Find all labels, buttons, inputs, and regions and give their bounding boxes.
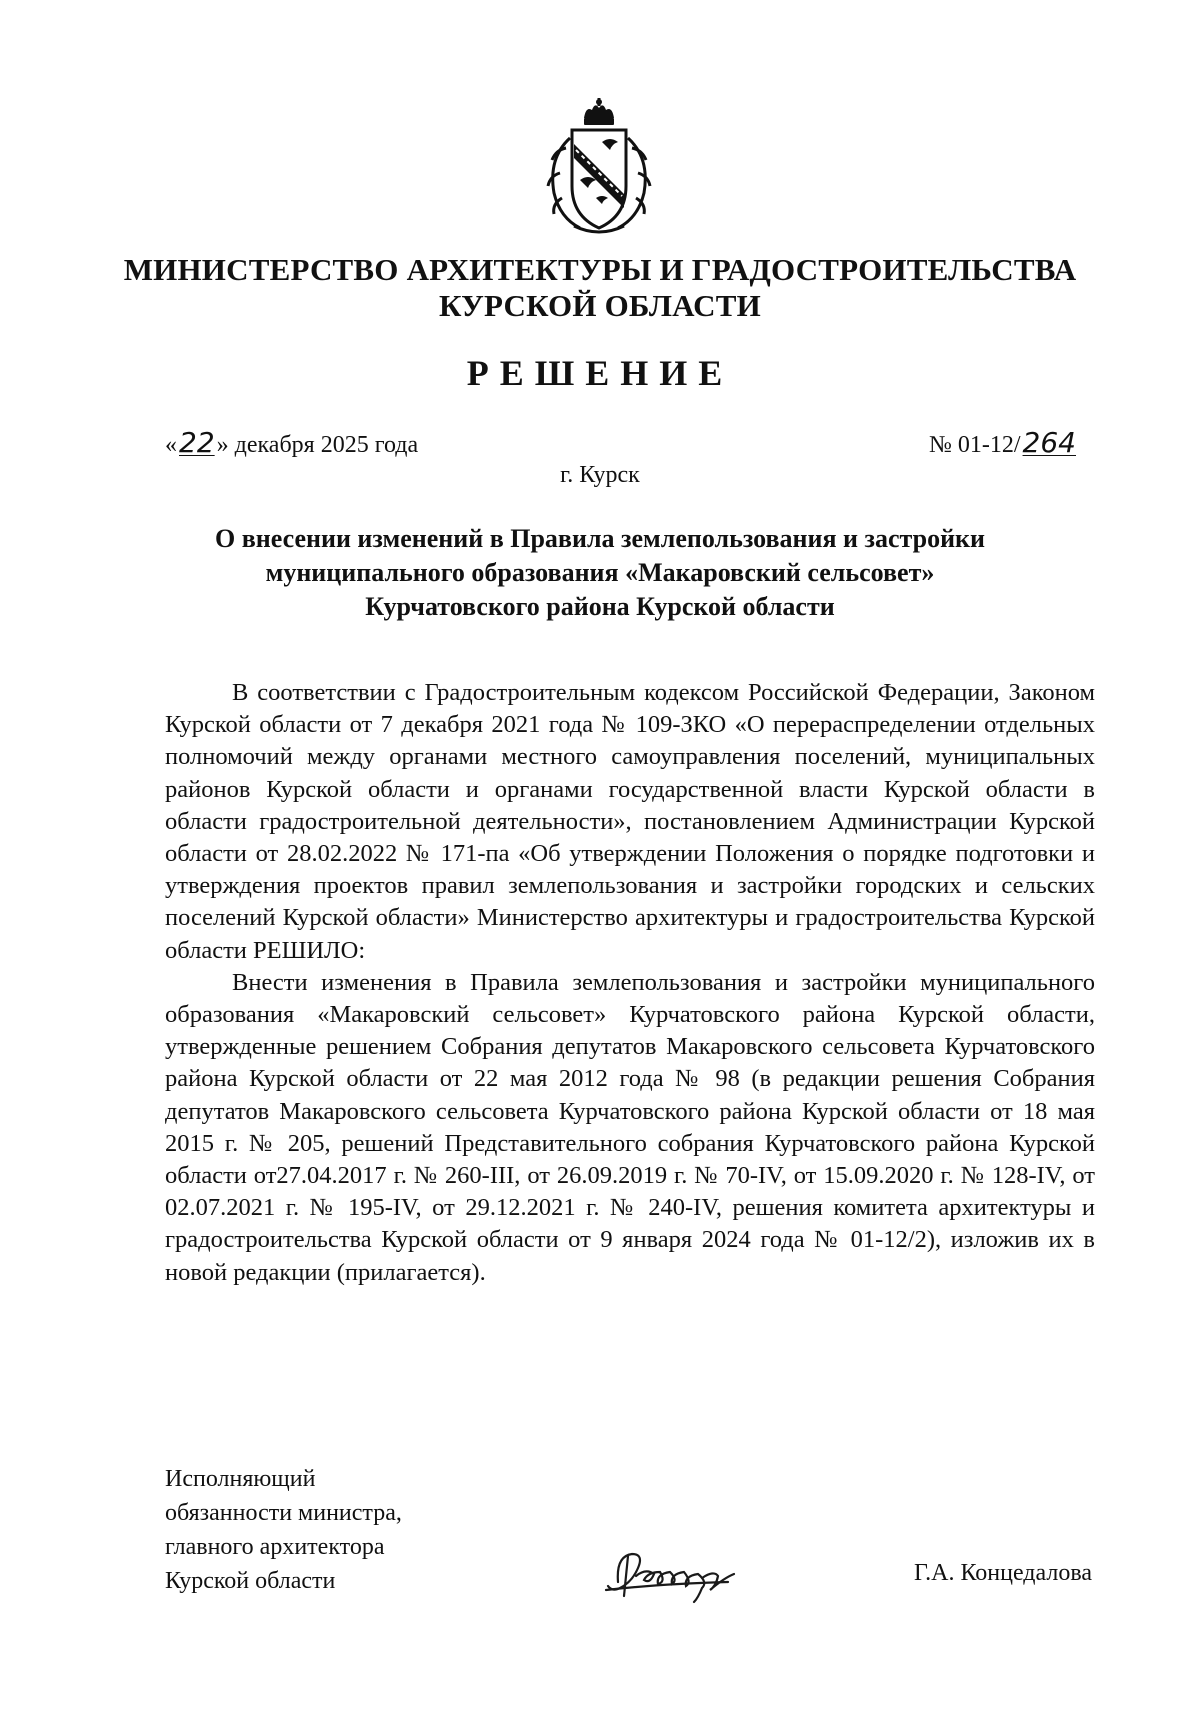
coat-of-arms-icon — [540, 98, 658, 238]
handwritten-signature-icon — [598, 1542, 778, 1606]
ministry-name: МИНИСТЕРСТВО АРХИТЕКТУРЫ И ГРАДОСТРОИТЕЛЬСТВА — [123, 252, 1077, 287]
date-open-quote: « — [165, 432, 177, 458]
decision-body — [165, 677, 1095, 1289]
signer-title-line: обязанности министра, — [165, 1500, 402, 1526]
body-paragraph-decision: Внести изменения в Правила землепользования и застройки муниципального образования «Макаровский сельсовет» Курчатовского района Курской области, утвержденные решением Собрания депутатов Макаровского сельсовета Курчатовского района Курской области от 22 мая 2012 года № 98 (в редакции решения Собрания депутатов Макаровского сельсовета Курчатовского района Курской области от 18 мая 2015 г. № 205, решений Представительного собрания Курчатовского района Курской области от27.04.2017 г. № 260-III, от 26.09.2019 г. № 70-IV, от 15.09.2020 г. № 128-IV, от 02.07.2021 г. № 195-IV, от 29.12.2021 г. № 240-IV, решения комитета архитектуры и градостроительства Курской области от 9 января 2024 года № 01-12/2), изложив их в новой редакции (прилагается). — [165, 968, 1095, 1286]
document-type-title: РЕШЕНИЕ — [466, 353, 734, 393]
subject-line-3: Курчатовского района Курской области — [365, 592, 835, 621]
signer-name: Г.А. Концедалова — [913, 1560, 1092, 1586]
date-day-handwritten: 22 — [179, 426, 215, 459]
date-month-year: » декабря 2025 года — [216, 432, 419, 458]
subject-line-2: муниципального образования «Макаровский сельсовет» — [265, 558, 935, 587]
signer-title-line: Курской области — [165, 1568, 336, 1594]
body-paragraph-legal-basis: В соответствии с Градостроительным кодексом Российской Федерации, Законом Курской области от 7 декабря 2021 года № 109-ЗКО «О перераспределении отдельных полномочий между органами местного самоуправления поселений, муниципальных районов Курской области и органами государственной власти Курской области в области градостроительной деятельности», постановлением Администрации Курской области от 28.02.2022 № 171-па «Об утверждении Положения о порядке подготовки и утверждения проектов правил землепользования и застройки городских и сельских поселений Курской области» Министерство архитектуры и градостроительства Курской области РЕШИЛО: — [165, 679, 1095, 964]
decision-date — [165, 426, 418, 459]
subject-line-1: О внесении изменений в Правила землепользования и застройки — [214, 524, 986, 553]
number-prefix: № 01-12/ — [928, 432, 1021, 458]
signer-title-line: Исполняющий — [165, 1466, 316, 1492]
number-handwritten: 264 — [1022, 426, 1076, 459]
decision-number — [929, 426, 1078, 459]
issue-city: г. Курск — [560, 462, 640, 488]
ministry-region: КУРСКОЙ ОБЛАСТИ — [439, 288, 761, 323]
signer-title — [165, 1462, 402, 1598]
signer-title-line: главного архитектора — [165, 1534, 385, 1560]
